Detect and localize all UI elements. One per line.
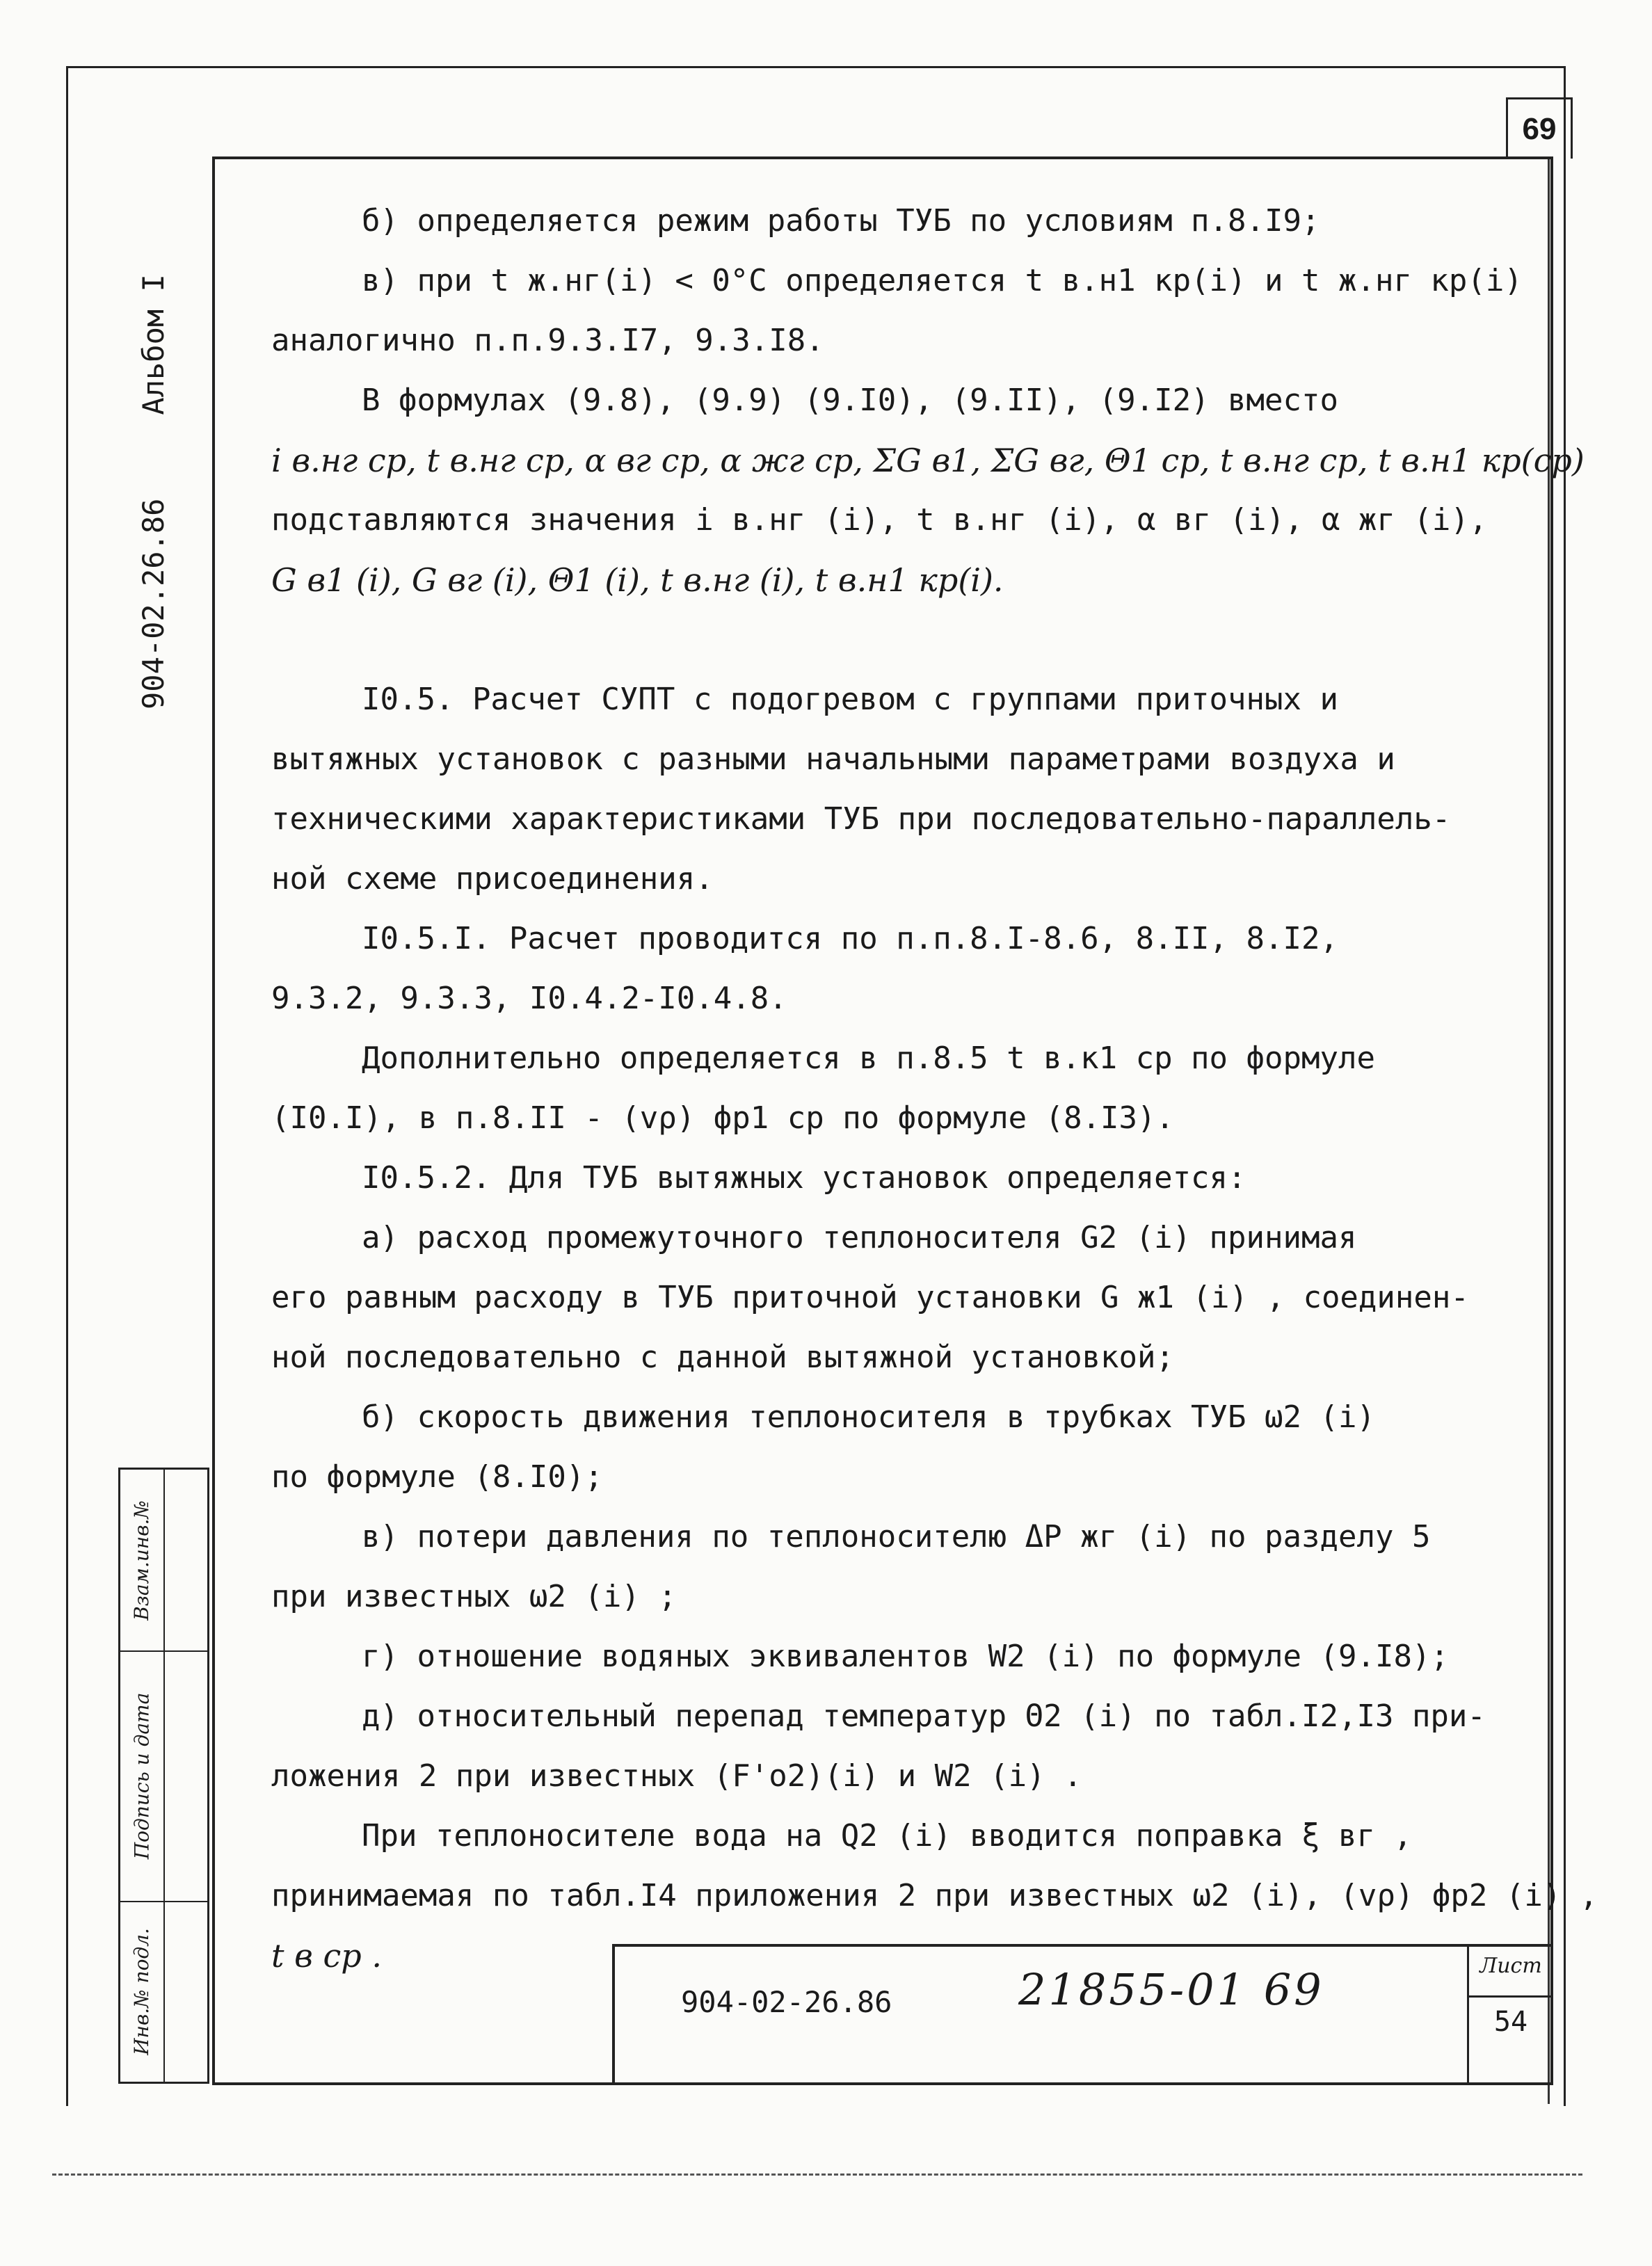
text-line: I0.5. Расчет СУПТ с подогревом с группами приточных и: [362, 682, 1338, 717]
text-line: в) потери давления по теплоносителю ΔP жг (i) по разделу 5: [362, 1519, 1431, 1554]
text-line: (I0.I), в п.8.II - (vρ) фр1 ср по формуле (8.I3).: [271, 1100, 1175, 1136]
text-line: аналогично п.п.9.3.I7, 9.3.I8.: [271, 323, 824, 358]
text-line: в) при t ж.нг(i) < 0°С определяется t в.н1 кр(i) и t ж.нг кр(i): [362, 263, 1523, 298]
stamp-value: [165, 1470, 208, 1652]
stamp-label: Инв.№ подл.: [130, 1927, 154, 2055]
text-line: ложения 2 при известных (F'о2)(i) и W2 (i) .: [271, 1758, 1082, 1794]
text-line: Дополнительно определяется в п.8.5 t в.к1 ср по формуле: [362, 1040, 1375, 1076]
title-block: [612, 1944, 1550, 2082]
text-line: г) отношение водяных эквивалентов W2 (i) по формуле (9.I8);: [362, 1639, 1449, 1674]
text-line: В формулах (9.8), (9.9) (9.I0), (9.II), (9.I2) вместо: [362, 383, 1338, 418]
stamp-cell-inventory: [120, 1901, 163, 2082]
text-line: При теплоносителе вода на Q2 (i) вводится поправка ξ вг ,: [362, 1818, 1412, 1854]
sheet-label: Лист: [1469, 1954, 1553, 1998]
text-line: вытяжных установок с разными начальными параметрами воздуха и: [271, 741, 1395, 777]
stamp-value-column: [165, 1470, 208, 2082]
text-line: t в ср .: [271, 1937, 382, 1975]
drawing-code: 904-02-26.86: [681, 1985, 892, 2019]
text-line: д) относительный перепад температур Θ2 (i) по табл.I2,I3 при-: [362, 1698, 1486, 1734]
sidebar-code: 904-02.26.86: [136, 498, 170, 709]
text-line: при известных ω2 (i) ;: [271, 1579, 677, 1614]
text-line: [271, 610, 1509, 670]
text-line: принимаемая по табл.I4 приложения 2 при известных ω2 (i), (vρ) фр2 (i) ,: [271, 1878, 1598, 1913]
cut-line: [52, 2173, 1582, 2176]
text-line: i в.нг ср, t в.нг ср, α вг ср, α жг ср, ΣG в1, ΣG вг, Θ1 ср, t в.нг ср, t в.н1 кр(ср): [271, 442, 1585, 479]
sidebar-labels: [129, 14, 177, 709]
stamp-label-column: [120, 1470, 165, 2082]
stamp-label: Взам.инв.№: [130, 1500, 154, 1621]
text-line: ной последовательно с данной вытяжной установкой;: [271, 1340, 1175, 1375]
text-line: б) скорость движения теплоносителя в трубках ТУБ ω2 (i): [362, 1399, 1375, 1435]
text-line: I0.5.I. Расчет проводится по п.п.8.I-8.6, 8.II, 8.I2,: [362, 921, 1338, 956]
stamp-cell-signature: [120, 1650, 163, 1902]
sidebar-album: Альбом I: [136, 274, 170, 415]
stamp-value: [165, 1901, 208, 2082]
text-line: I0.5.2. Для ТУБ вытяжных установок определяется:: [362, 1160, 1246, 1196]
text-line: по формуле (8.I0);: [271, 1459, 603, 1495]
approval-stamp-table: [118, 1468, 209, 2084]
sheet-box: [1467, 1947, 1553, 2082]
sheet-number: 54: [1493, 2006, 1528, 2038]
handwritten-number: 21855-01 69: [1018, 1964, 1324, 2015]
text-line: б) определяется режим работы ТУБ по условиям п.8.I9;: [362, 203, 1320, 239]
text-line: G в1 (i), G вг (i), Θ1 (i), t в.нг (i), t в.н1 кр(i).: [271, 561, 1004, 599]
page-number: 69: [1506, 97, 1573, 159]
text-line: ной схеме присоединения.: [271, 861, 714, 897]
text-line: а) расход промежуточного теплоносителя G2 (i) принимая: [362, 1220, 1357, 1255]
text-line: техническими характеристиками ТУБ при последовательно-параллель-: [271, 801, 1451, 837]
stamp-value: [165, 1650, 208, 1902]
stamp-label: Подпись и дата: [130, 1692, 154, 1859]
text-line: его равным расходу в ТУБ приточной установки G ж1 (i) , соединен-: [271, 1280, 1469, 1315]
text-line: 9.3.2, 9.3.3, I0.4.2-I0.4.8.: [271, 981, 787, 1016]
text-line: подставляются значения i в.нг (i), t в.нг (i), α вг (i), α жг (i),: [271, 502, 1488, 538]
stamp-cell-replacement: [120, 1470, 163, 1652]
